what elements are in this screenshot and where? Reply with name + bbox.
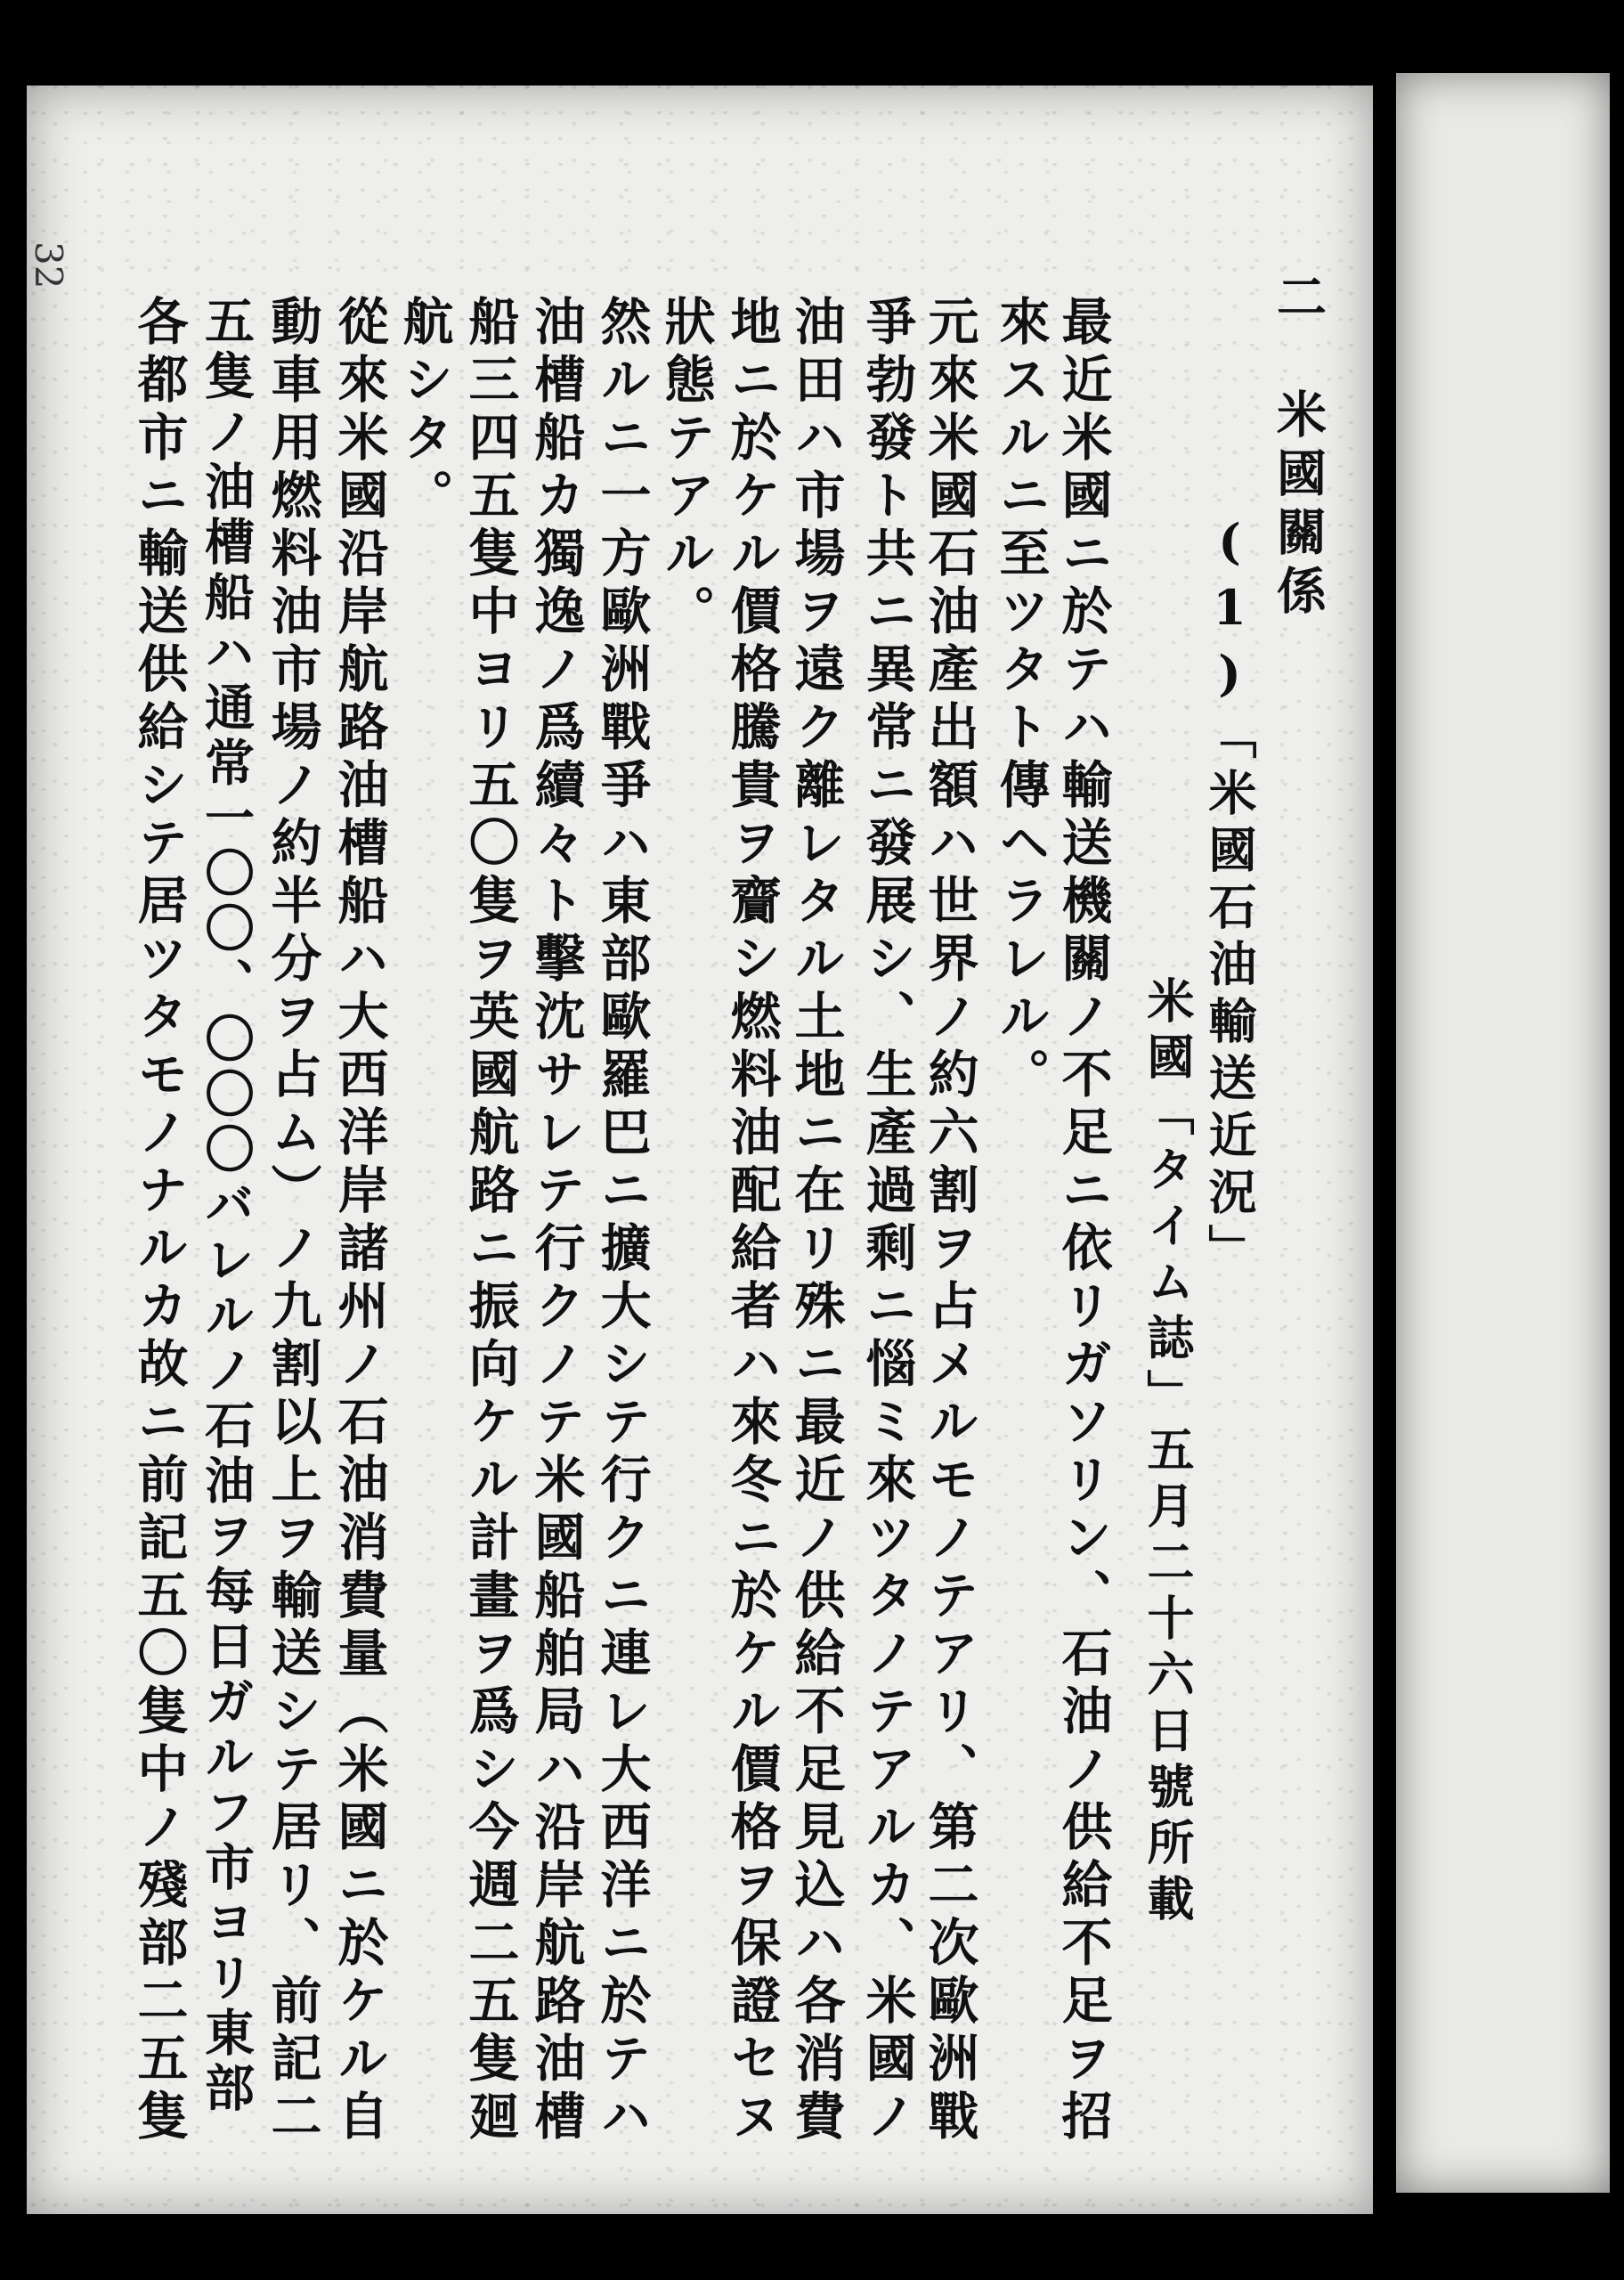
body-line: 來スルニ至ツタト傳ヘラレル。 <box>991 295 1051 1105</box>
body-line: 五隻ノ油槽船ハ通常一〇〇、〇〇〇バレルノ石油ヲ每日ガルフ市ヨリ東部 <box>197 295 256 2117</box>
body-line: 船三四五隻中ヨリ五〇隻ヲ英國航路ニ振向ケル計畫ヲ爲シ今週二五隻廻 <box>460 295 520 2147</box>
body-line: 狀態テアル。 <box>656 295 716 642</box>
section-heading: 二 米國關係 <box>1269 271 1328 623</box>
adjacent-page-edge <box>1396 73 1610 2193</box>
body-line: 航シタ。 <box>394 295 454 526</box>
document-page <box>27 86 1373 2214</box>
body-line: 元來米國石油產出額ハ世界ノ約六割ヲ占メルモノテアリ、第二次歐洲戰 <box>920 295 979 2147</box>
body-line: 爭勃發ト共ニ異常ニ發展シ、生產過剩ニ惱ミ來ツタノテアルカ、米國ノ <box>857 295 917 2147</box>
body-line: 油田ハ市場ヲ遠ク離レタル土地ニ在リ殊ニ最近ノ供給不足見込ハ各消費 <box>786 295 846 2147</box>
body-line: 動車用燃料油市場ノ約半分ヲ占ム）ノ九割以上ヲ輸送シテ居リ、前記二 <box>263 295 322 2147</box>
body-line: 然ルニ一方歐洲戰爭ハ東部歐羅巴ニ擴大シテ行クニ連レ大西洋ニ於テハ <box>592 295 652 2147</box>
article-title: (1)「米國石油輸送近況」 <box>1201 513 1258 1281</box>
body-line: 最近米國ニ於テハ輸送機關ノ不足ニ依リガソリン、石油ノ供給不足ヲ招 <box>1053 295 1113 2147</box>
page-number: 32 <box>27 241 70 289</box>
source-line: 米國「タイム誌」五月二十六日號所載 <box>1140 976 1195 1930</box>
body-line: 從來米國沿岸航路油槽船ハ大西洋岸諸州ノ石油消費量（米國ニ於ケル自 <box>329 295 389 2147</box>
body-line: 各都市ニ輸送供給シテ居ツタモノナルカ故ニ前記五〇隻中ノ殘部二五隻 <box>129 295 189 2147</box>
body-line: 油槽船カ獨逸ノ爲續々ト擊沈サレテ行クノテ米國船舶局ハ沿岸航路油槽 <box>526 295 586 2147</box>
body-line: 地ニ於ケル價格騰貴ヲ齎シ燃料油配給者ハ來冬ニ於ケル價格ヲ保證セヌ <box>722 295 782 2147</box>
